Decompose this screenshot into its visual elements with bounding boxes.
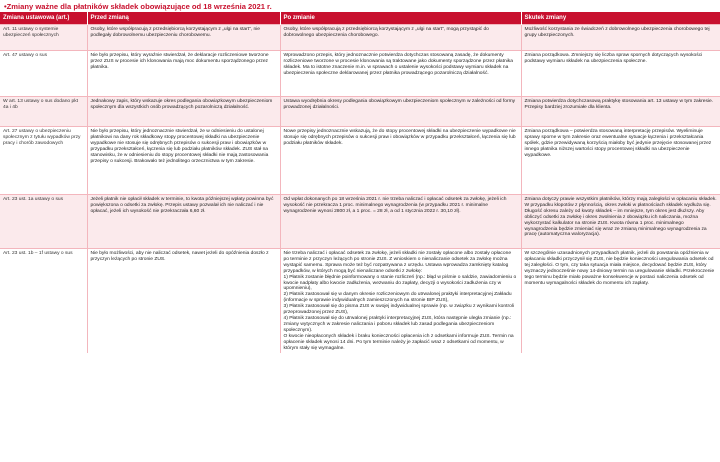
- cell-act: Art. 27 ustawy o ubezpieczeniu społecznym z tytułu wypadków przy pracy i chorób zawodowych: [0, 127, 87, 195]
- column-header-after: Po zmianie: [280, 12, 521, 25]
- after-paragraph: 3) Płatnik zastosował się do pisma ZUS w swojej indywidualnej sprawie (np. w związku z wynikami kontroli przeprowadzonej przez ZUS),: [283, 304, 514, 316]
- table-row: [0, 127, 720, 195]
- table-header-row: [0, 12, 720, 25]
- cell-after: Osoby, które współpracują z przedsiębiorcą korzystającym z „ulgi na start”, mogą przystąpić do dobrowolnego ubezpieczenia chorobowego.: [280, 25, 521, 51]
- table-row: [0, 25, 720, 51]
- cell-after: [280, 249, 521, 354]
- cell-effect: Zmiana porządkowa. Zmniejszy się liczba spraw spornych dotyczących wysokości podstawy wymiaru składek na ubezpieczenia społeczne.: [521, 51, 720, 97]
- column-header-before: Przed zmianą: [87, 12, 280, 25]
- cell-after: Nowe przepisy jednoznacznie wskazują, że do stopy procentowej składki na ubezpieczenie wypadkowe nie stosuje się odrębnych przepisów o sukcesji praw i obowiązków w przypadku przekształceń, łączenia się lub podziału płatników składek.: [280, 127, 521, 195]
- after-paragraph: 1) Płatnik zostanie błędnie poinformowany o stanie rozliczeń (np.: błąd w piśmie o saldzie, zawiadomieniu o kwocie nadpłaty albo kwocie zadłużenia, wezwaniu do zapłaty, decyzji o wysokości zadłużenia czy w upomnieniu),: [283, 274, 517, 292]
- cell-effect: W szczególnie uzasadnionych przypadkach płatnik, jeżeli do powstania opóźnienia w opłacaniu składki przyczynił się ZUS, nie będzie konieczności uregulowania odsetek od tej zaległości. O tym, czy taka sytuacja miała miejsce, decydować będzie ZUS, który wyznaczy jednocześnie nowy 14-dniowy termin na uregulowanie składki. Przekroczenie tego terminu będzie miało poważne konsekwencje w postaci naliczenia odsetek od momentu wymagalności składek do momentu ich zapłaty.: [521, 249, 720, 354]
- after-paragraph: Nie trzeba naliczać i opłacać odsetek za zwłokę, jeżeli składki nie zostały opłacone albo zostały opłacone po terminie z przyczyn leżących po stronie ZUS. Z wnioskiem o nienaliczanie odsetek za zwłokę można wystąpić samemu. Sprawa może też być rozpatrywana z urzędu. Ustawa wprowadza zamknięty katalog przypadków, w których mogą być nienaliczane odsetki z zwłokę:: [283, 251, 512, 274]
- cell-act: W art. 13 ustawy o sus dodano pkt 4a i 4b: [0, 97, 87, 127]
- table-row: [0, 51, 720, 97]
- table-row: [0, 97, 720, 127]
- table-row: [0, 249, 720, 354]
- cell-before: Osoby, które współpracują z przedsiębiorcą korzystającym z „ulgi na start”, nie podlegały dobrowolnemu ubezpieczeniu chorobowemu.: [87, 25, 280, 51]
- cell-before: Nie było przepisu, który wyraźnie stwierdzał, że deklaracje rozliczeniowe tworzone przez ZUS w procesie ich klonowania mają moc dokumentu sporządzonego przez płatnika.: [87, 51, 280, 97]
- after-paragraph: 4) Płatnik zastosował się do utrwalonej praktyki interpretacyjnej ZUS, która następnie uległa zmianie (np.: zmiany wytycznych w zakresie naliczania i poboru składek lub zasad podlegania ubezpieczeniom społecznym).: [283, 315, 512, 333]
- changes-table: [0, 12, 720, 353]
- page-title: •Zmiany ważne dla płatników składek obowiązujące od 18 września 2021 r.: [4, 2, 272, 11]
- table-row: [0, 195, 720, 249]
- cell-after: Od wpłat dokonanych po 18 września 2021 r. nie trzeba naliczać i opłacać odsetek za zwłokę, jeżeli ich wysokość nie przekracza 1 proc. minimalnego wynagrodzenia (w przypadku 2021 r. minimalne wynagrodzenie wynosi 2800 zł, a 1 proc. = 28 zł, a od 1 stycznia 2022 r. 30,10 zł).: [280, 195, 521, 249]
- cell-act: Art. 23 ust. 1a ustawy o sus: [0, 195, 87, 249]
- cell-effect: Możliwość korzystania ze świadczeń z dobrowolnego ubezpieczenia chorobowego tej grupy ubezpieczonych.: [521, 25, 720, 51]
- column-header-act: Zmiana ustawowa (art.): [0, 12, 87, 25]
- cell-act: Art. 47 ustawy o sus: [0, 51, 87, 97]
- column-header-effect: Skutek zmiany: [521, 12, 720, 25]
- cell-effect: Zmiana porządkowa – potwierdza stosowaną interpretację przepisów. Wyeliminuje sprawy sporne w tym zakresie oraz ewentualne sytuacje łączenia i przekształcania spółek, gdzie przewidywaną korzyścią miałoby być jedynie przejęcie stosowanej przez innego płatnika niższej wartości stopy procentowej składki na ubezpieczenie wypadkowe.: [521, 127, 720, 195]
- cell-before: Jednakowy zapis, który wskazuje okres podlegania obowiązkowym ubezpieczeniom społecznym dla wszystkich osób prowadzących pozarolniczą działalność.: [87, 97, 280, 127]
- after-paragraph: O kwocie nieopłaconych składek i braku konieczności opłacenia ich z odsetkami informuje ZUS. Termin na opłacenie składek wynosi 14 dni. Po tym terminie należy je zapłacić wraz z odsetkami od momentu, w którym stały się wymagalne.: [283, 333, 514, 351]
- cell-act: Art. 11 ustawy o systemie ubezpieczeń społecznych: [0, 25, 87, 51]
- cell-effect: Zmiana potwierdza dotychczasową praktykę stosowania art. 13 ustawy w tym zakresie. Przepisy bardziej zrozumiałe dla klienta.: [521, 97, 720, 127]
- cell-act: Art. 23 ust. 1b – 1f ustawy o sus: [0, 249, 87, 354]
- cell-after: Ustawa wyodrębnia okresy podlegania obowiązkowym ubezpieczeniom społecznym w zależności od formy prowadzonej działalności.: [280, 97, 521, 127]
- cell-before: Jeżeli płatnik nie opłacił składek w terminie, to kwota późniejszej wpłaty powinna być powiększona o odsetki za zwłokę. Przepis ustawy pozwalał ich nie naliczać i nie opłacać, jeżeli ich wysokość nie przekraczała 6,60 zł.: [87, 195, 280, 249]
- after-paragraph: 2) Płatnik zastosował się w danym okresie rozliczeniowym do utrwalonej praktyki interpretacyjnej Zakładu (informacje w sprawie indywidualnych zamieszczonych na stronie BIP ZUS),: [283, 292, 512, 304]
- cell-after: Wprowadzono przepis, który jednoznacznie potwierdza dotychczas stosowaną zasadę, że dokumenty rozliczeniowe tworzone w procesie klonowania są traktowane jako dokumenty sporządzone przez płatnika składek. Ma to istotne znaczenie m.in. w sprawach o ustalenie wysokości podstawy wymiaru składek na ubezpieczenia społeczne deklarowanej przez płatnika prowadzącego pozarolniczą działalność.: [280, 51, 521, 97]
- cell-before: Nie było możliwości, aby nie naliczać odsetek, nawet jeżeli do opóźnienia doszło z przyczyn leżących po stronie ZUS.: [87, 249, 280, 354]
- cell-before: Nie było przepisu, który jednoznacznie stwierdzał, że w odniesieniu do ustalonej płatnikowi na dany rok składkowy stopy procentowej składki na ubezpieczenie wypadkowe nie stosuje się odrębnych przepisów o sukcesji praw i obowiązków w przypadku przekształceń, łączenia się lub podziału płatników składek. ZUS stał na stanowisku, że w odniesieniu do stopy procentowej składki nie mają zastosowania przepisy o sukcesji. Brakowało też jednolitego orzecznictwa w tym zakresie.: [87, 127, 280, 195]
- cell-effect: Zmiana dotyczy prawie wszystkim płatników, którzy mają zaległości w opłacaniu składek. W przypadku kłopotów z płynnością, okres zwłoki w płatnościach składek wydłuża się. Długość okresu zależy od kwoty składek – im mniejsze, tym okres jest dłuższy. Aby obliczyć odsetki za zwłokę i okres zwolnienia z obowiązku ich naliczania, można wykorzystać kalkulator na stronie ZUS. Kwota równa 1 proc. minimalnego wynagrodzenia będzie zmieniać się wraz ze zmianą minimalnego wynagrodzenia za pracę (automatyczna waloryzacja).: [521, 195, 720, 249]
